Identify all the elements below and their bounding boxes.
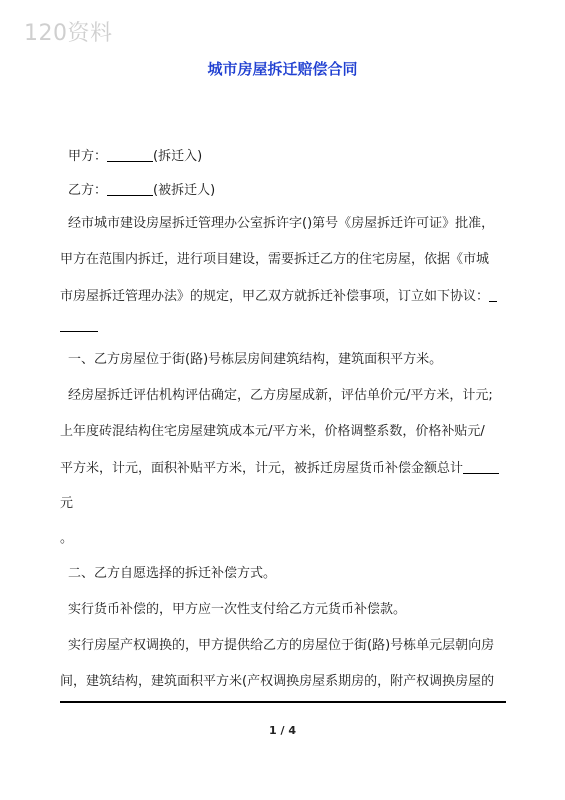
para1-line2: 甲方在范围内拆迁，进行项目建设，需要拆迁乙方的住宅房屋，依据《市城 <box>60 252 490 267</box>
para1-blank <box>60 317 98 332</box>
para2-blank <box>463 459 499 474</box>
para4-line1: 实行房屋产权调换的，甲方提供给乙方的房屋位于街(路)号栋单元层朝向房 <box>68 638 495 653</box>
party-b-label: 乙方： <box>68 183 108 198</box>
para2-line1: 经房屋拆迁评估机构评估确定，乙方房屋成新，评估单价元/平方米，计元; <box>68 388 493 403</box>
para2-line5: 。 <box>60 531 74 546</box>
para4-line2: 间，建筑结构，建筑面积平方米(产权调换房屋系期房的，附产权调换房屋的 <box>60 674 495 689</box>
para1-line3-text: 市房屋拆迁管理办法》的规定，甲乙双方就拆迁补偿事项，订立如下协议： <box>60 289 490 304</box>
party-a-blank <box>107 147 153 162</box>
party-a-suffix: (拆迁入) <box>153 149 203 164</box>
document-title: 城市房屋拆迁赔偿合同 <box>207 60 358 78</box>
party-b-line <box>68 181 215 200</box>
para3: 实行货币补偿的，甲方应一次性支付给乙方元货币补偿款。 <box>68 602 407 617</box>
para1-line3 <box>60 287 497 306</box>
party-a-label: 甲方： <box>68 149 108 164</box>
party-b-suffix: (被拆迁人) <box>153 183 216 198</box>
para1-line1: 经市城市建设房屋拆迁管理办公室拆许字()第号《房屋拆迁许可证》批准， <box>68 216 495 231</box>
party-a-line <box>68 147 202 166</box>
page-number: 1 / 4 <box>269 724 296 737</box>
page-footer-rule <box>60 701 506 703</box>
section2-heading: 二、乙方自愿选择的拆迁补偿方式。 <box>68 566 277 581</box>
para2-line2: 上年度砖混结构住宅房屋建筑成本元/平方米，价格调整系数，价格补贴元/ <box>60 424 485 439</box>
para2-line4: 元 <box>60 496 74 511</box>
section1-heading: 一、乙方房屋位于街(路)号栋层房间建筑结构，建筑面积平方米。 <box>68 352 443 367</box>
para2-line3-text: 平方米，计元，面积补贴平方米，计元，被拆迁房屋货币补偿金额总计 <box>60 461 464 476</box>
watermark: 120资料 <box>24 21 113 46</box>
para1-blank-end <box>489 287 497 302</box>
para2-line3 <box>60 459 499 478</box>
party-b-blank <box>107 181 153 196</box>
para1-blank-line <box>60 317 98 336</box>
